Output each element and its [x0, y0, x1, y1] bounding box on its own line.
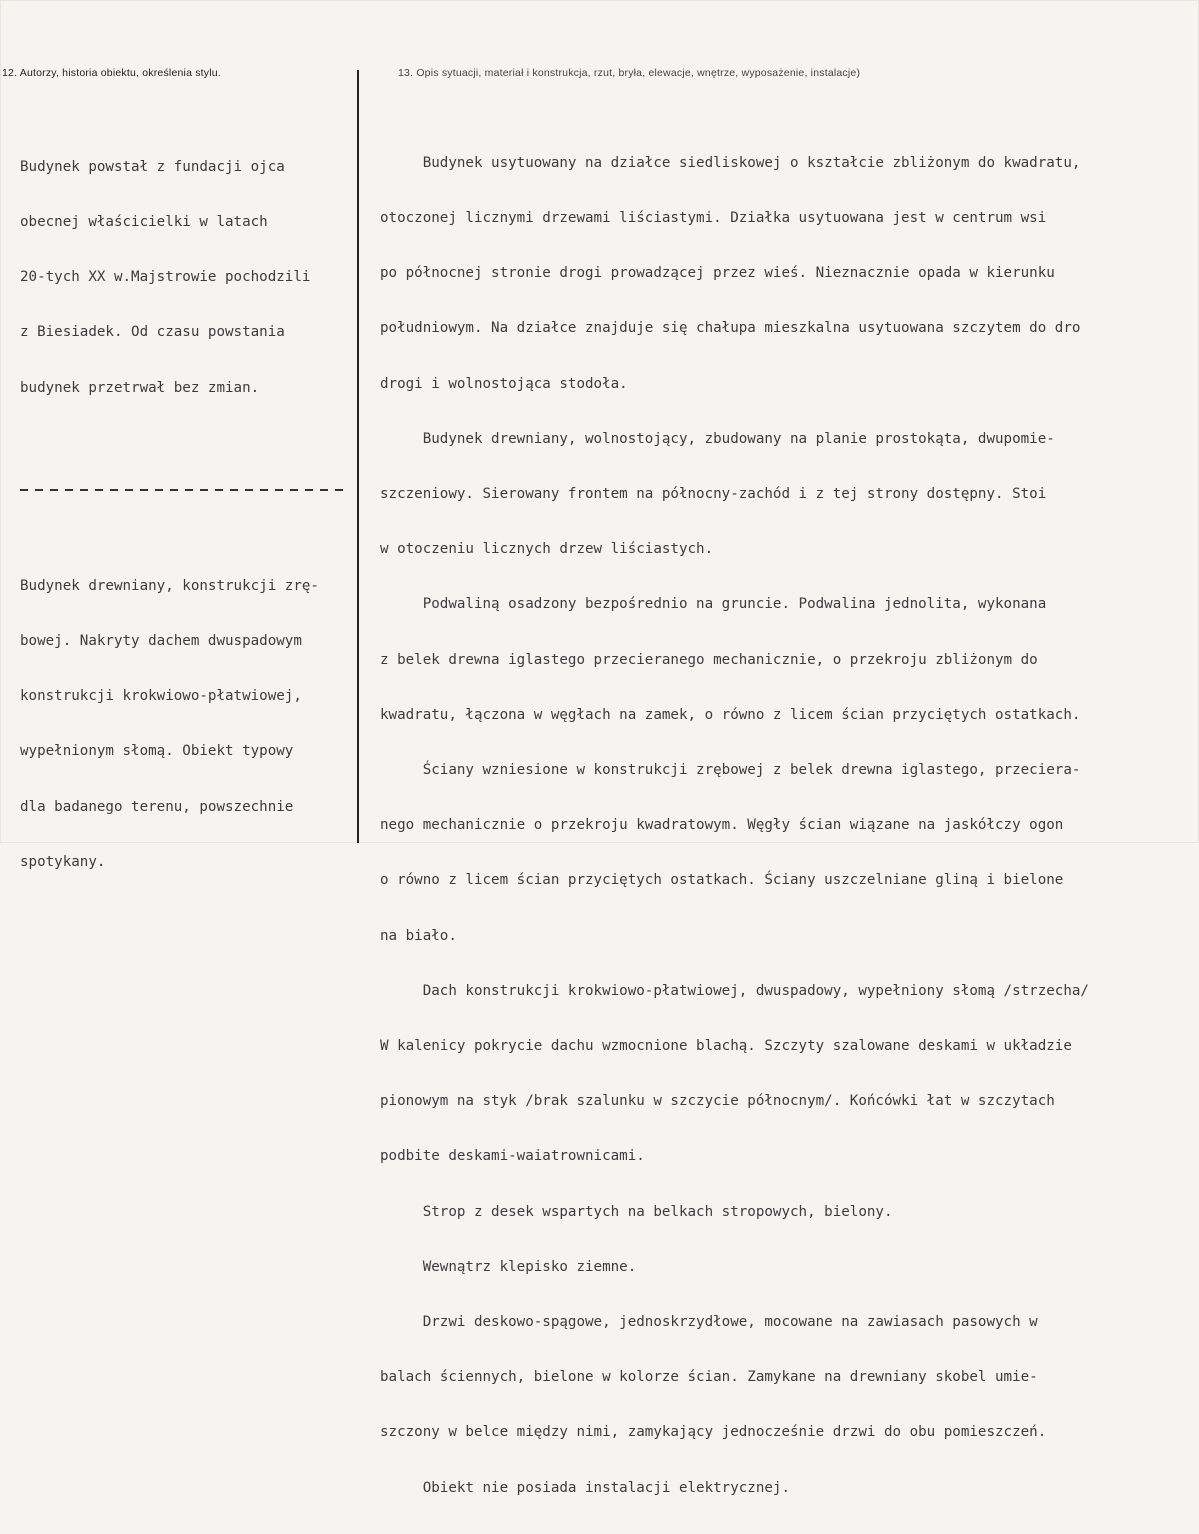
- text-line: na biało.: [380, 927, 457, 944]
- column-divider: [357, 70, 359, 843]
- text-line: drogi i wolnostojąca stodoła.: [380, 375, 628, 392]
- text-line: o równo z licem ścian przyciętych ostatkach. Ściany uszczelniane gliną i bielone: [380, 872, 1064, 889]
- text-line: Budynek usytuowany na działce siedliskowej o kształcie zbliżonym do kwadratu,: [380, 154, 1081, 171]
- text-line: Budynek powstał z fundacji ojca: [20, 158, 285, 175]
- text-line: bowej. Nakryty dachem dwuspadowym: [20, 633, 302, 650]
- text-line: z Biesiadek. Od czasu powstania: [20, 324, 285, 341]
- text-line: nego mechanicznie o przekroju kwadratowym. Węgły ścian wiązane na jaskółczy ogon: [380, 817, 1064, 834]
- text-line: balach ściennych, bielone w kolorze ścian. Zamykane na drewniany skobel umie-: [380, 1369, 1038, 1386]
- text-line: spotykany.: [20, 853, 106, 870]
- text-line: z belek drewna iglastego przecieranego mechanicznie, o przekroju zbliżonym do: [380, 651, 1038, 668]
- text-line: kwadratu, łączona w węgłach na zamek, o równo z licem ścian przyciętych ostatkach.: [380, 706, 1081, 723]
- text-line: po północnej stronie drogi prowadzącej przez wieś. Nieznacznie opada w kierunku: [380, 265, 1055, 282]
- section-13-header: 13. Opis sytuacji, materiał i konstrukcja, rzut, bryła, elewacje, wnętrze, wyposażenie, instalacje): [398, 67, 861, 79]
- text-line: otoczonej licznymi drzewami liściastymi. Działka usytuowana jest w centrum wsi: [380, 210, 1047, 227]
- text-line: szczony w belce między nimi, zamykający jednocześnie drzwi do obu pomieszczeń.: [380, 1424, 1047, 1441]
- text-line: obecnej właścicielki w latach: [20, 214, 268, 231]
- text-line: wypełnionym słomą. Obiekt typowy: [20, 743, 294, 760]
- dashed-separator: [20, 489, 350, 491]
- text-line: Wewnątrz klepisko ziemne.: [380, 1258, 637, 1275]
- text-line: Budynek drewniany, wolnostojący, zbudowany na planie prostokąta, dwupomie-: [380, 430, 1055, 447]
- authors-history-text: [20, 121, 310, 434]
- section-12-header: 12. Autorzy, historia obiektu, określenia stylu.: [2, 67, 221, 79]
- text-line: Podwaliną osadzony bezpośrednio na gruncie. Podwalina jednolita, wykonana: [380, 596, 1047, 613]
- text-line: Budynek drewniany, konstrukcji zrę-: [20, 577, 319, 594]
- text-line: szczeniowy. Sierowany frontem na północny-zachód i z tej strony dostępny. Stoi: [380, 486, 1047, 503]
- text-line: 20-tych XX w.Majstrowie pochodzili: [20, 269, 311, 286]
- text-line: budynek przetrwał bez zmian.: [20, 379, 260, 396]
- text-line: W kalenicy pokrycie dachu wzmocnione blachą. Szczyty szalowane deskami w układzie: [380, 1038, 1072, 1055]
- text-line: Strop z desek wspartych na belkach stropowych, bielony.: [380, 1203, 893, 1220]
- text-line: Ściany wzniesione w konstrukcji zrębowej z belek drewna iglastego, przeciera-: [380, 762, 1081, 779]
- text-line: pionowym na styk /brak szalunku w szczycie północnym/. Końcówki łat w szczytach: [380, 1093, 1055, 1110]
- text-line: południowym. Na działce znajduje się chałupa mieszkalna usytuowana szczytem do dro: [380, 320, 1081, 337]
- text-line: Drzwi deskowo-spągowe, jednoskrzydłowe, mocowane na zawiasach pasowych w: [380, 1314, 1038, 1331]
- text-line: w otoczeniu licznych drzew liściastych.: [380, 541, 714, 558]
- text-line: Obiekt nie posiada instalacji elektrycznej.: [380, 1479, 790, 1496]
- text-line: dla badanego terenu, powszechnie: [20, 798, 294, 815]
- style-description-text: [20, 540, 319, 908]
- building-description-text: [380, 117, 1089, 1534]
- text-line: Dach konstrukcji krokwiowo-płatwiowej, dwuspadowy, wypełniony słomą /strzecha/: [380, 982, 1089, 999]
- text-line: podbite deskami-waiatrownicami.: [380, 1148, 645, 1165]
- text-line: konstrukcji krokwiowo-płatwiowej,: [20, 688, 302, 705]
